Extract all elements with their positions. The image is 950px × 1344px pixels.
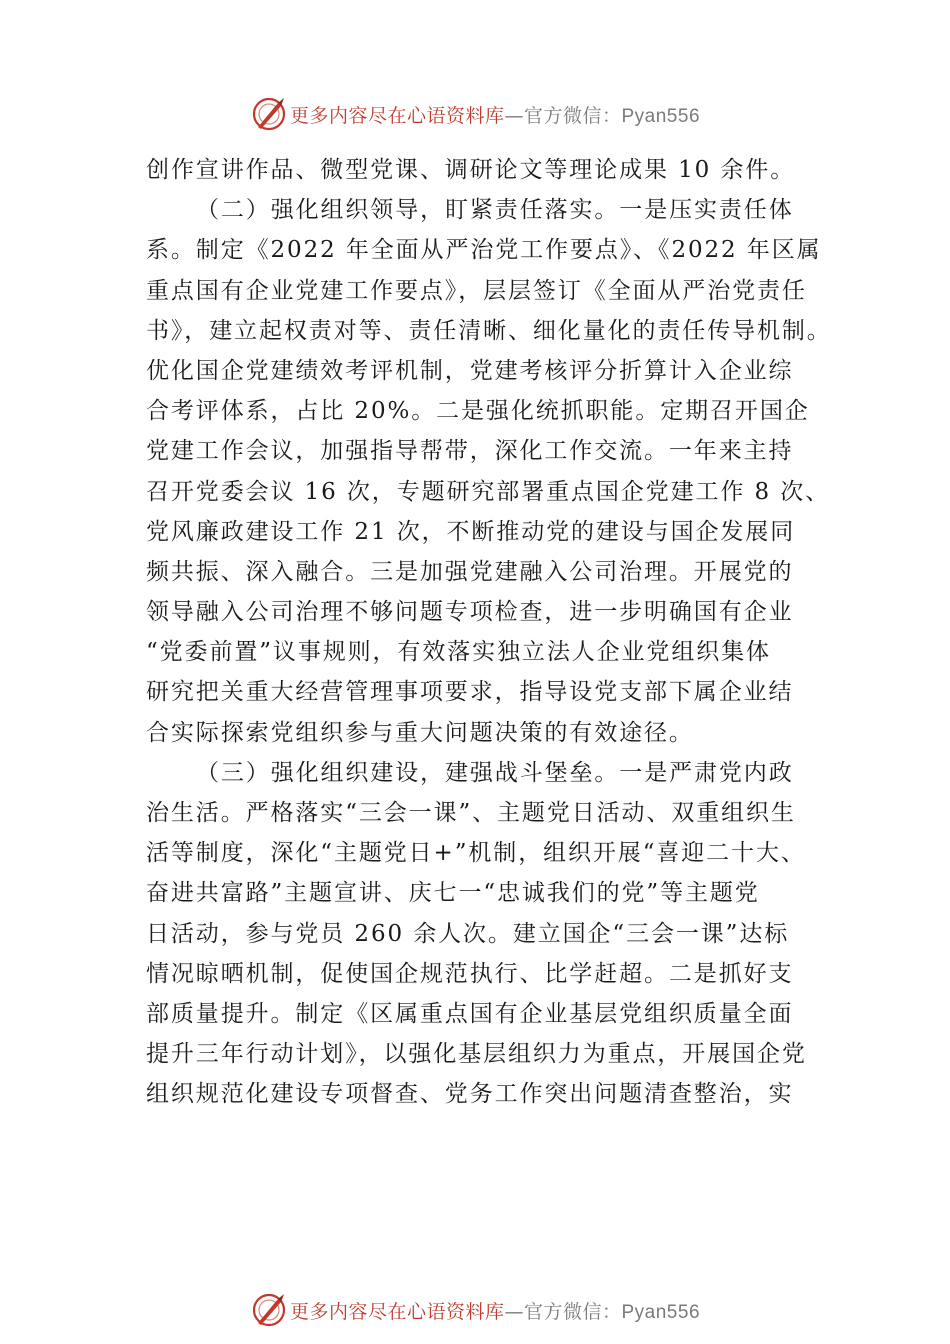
quill-logo-icon — [250, 95, 288, 133]
text-line: 合考评体系，占比 20%。二是强化统抓职能。定期召开国企 — [146, 398, 810, 425]
text-line: “党委前置”议事规则，有效落实独立法人企业党组织集体 — [146, 639, 771, 666]
text-line: 优化国企党建绩效考评机制，党建考核评分折算计入企业综 — [146, 357, 794, 384]
text-line: 治生活。严格落实“三会一课”、主题党日活动、双重组织生 — [146, 800, 796, 826]
text-line: 提升三年行动计划》，以强化基层组织力为重点，开展国企党 — [146, 1041, 807, 1068]
document-body — [146, 150, 832, 1115]
text-line: 党风廉政建设工作 21 次，不断推动党的建设与国企发展同 — [146, 518, 796, 545]
text-line: 合实际探索党组织参与重大问题决策的有效途径。 — [146, 719, 694, 746]
text-line: 部质量提升。制定《区属重点国有企业基层党组织质量全面 — [146, 1000, 794, 1027]
watermark-separator: — — [504, 1300, 524, 1323]
watermark-separator: — — [504, 104, 524, 127]
watermark-wechat-id: Pyan556 — [621, 1301, 701, 1323]
watermark-main: 更多内容尽在心语资料库 — [289, 1300, 505, 1323]
watermark-text — [290, 1297, 700, 1324]
watermark-official: 官方微信： — [523, 1300, 622, 1323]
text-line: 创作宣讲作品、微型党课、调研论文等理论成果 10 余件。 — [146, 157, 796, 183]
text-line: 系。制定《2022 年全面从严治党工作要点》、《2022 年区属 — [146, 237, 822, 264]
text-line: 活等制度，深化“主题党日+”机制，组织开展“喜迎二十大、 — [146, 840, 806, 867]
text-line: 奋进共富路”主题宣讲、庆七一“忠诚我们的党”等主题党 — [146, 880, 760, 907]
watermark-official: 官方微信： — [523, 104, 622, 127]
text-line: 重点国有企业党建工作要点》，层层签订《全面从严治党责任 — [146, 277, 807, 304]
text-line: 频共振、深入融合。三是加强党建融入公司治理。开展党的 — [146, 558, 794, 585]
watermark-wechat-id: Pyan556 — [621, 105, 701, 127]
watermark-text — [290, 101, 700, 128]
quill-logo-icon — [250, 1291, 288, 1329]
text-line: 党建工作会议，加强指导帮带，深化工作交流。一年来主持 — [146, 438, 794, 465]
footer-watermark — [0, 1290, 950, 1330]
text-line: 组织规范化建设专项督查、党务工作突出问题清查整治，实 — [146, 1081, 794, 1108]
text-line: 书》，建立起权责对等、责任清晰、细化量化的责任传导机制。 — [146, 317, 832, 344]
text-line: 日活动，参与党员 260 余人次。建立国企“三会一课”达标 — [146, 920, 790, 947]
section-heading-line: （三）强化组织建设，建强战斗堡垒。一是严肃党内政 — [196, 759, 794, 786]
watermark-main: 更多内容尽在心语资料库 — [289, 104, 505, 127]
text-line: 情况晾晒机制，促使国企规范执行、比学赶超。二是抓好支 — [146, 960, 794, 987]
text-line: 召开党委会议 16 次，专题研究部署重点国企党建工作 8 次、 — [146, 478, 831, 505]
text-line: 研究把关重大经营管理事项要求，指导设党支部下属企业结 — [146, 679, 794, 706]
section-heading-line: （二）强化组织领导，盯紧责任落实。一是压实责任体 — [196, 197, 794, 224]
header-watermark — [0, 94, 950, 134]
text-line: 领导融入公司治理不够问题专项检查，进一步明确国有企业 — [146, 599, 794, 626]
